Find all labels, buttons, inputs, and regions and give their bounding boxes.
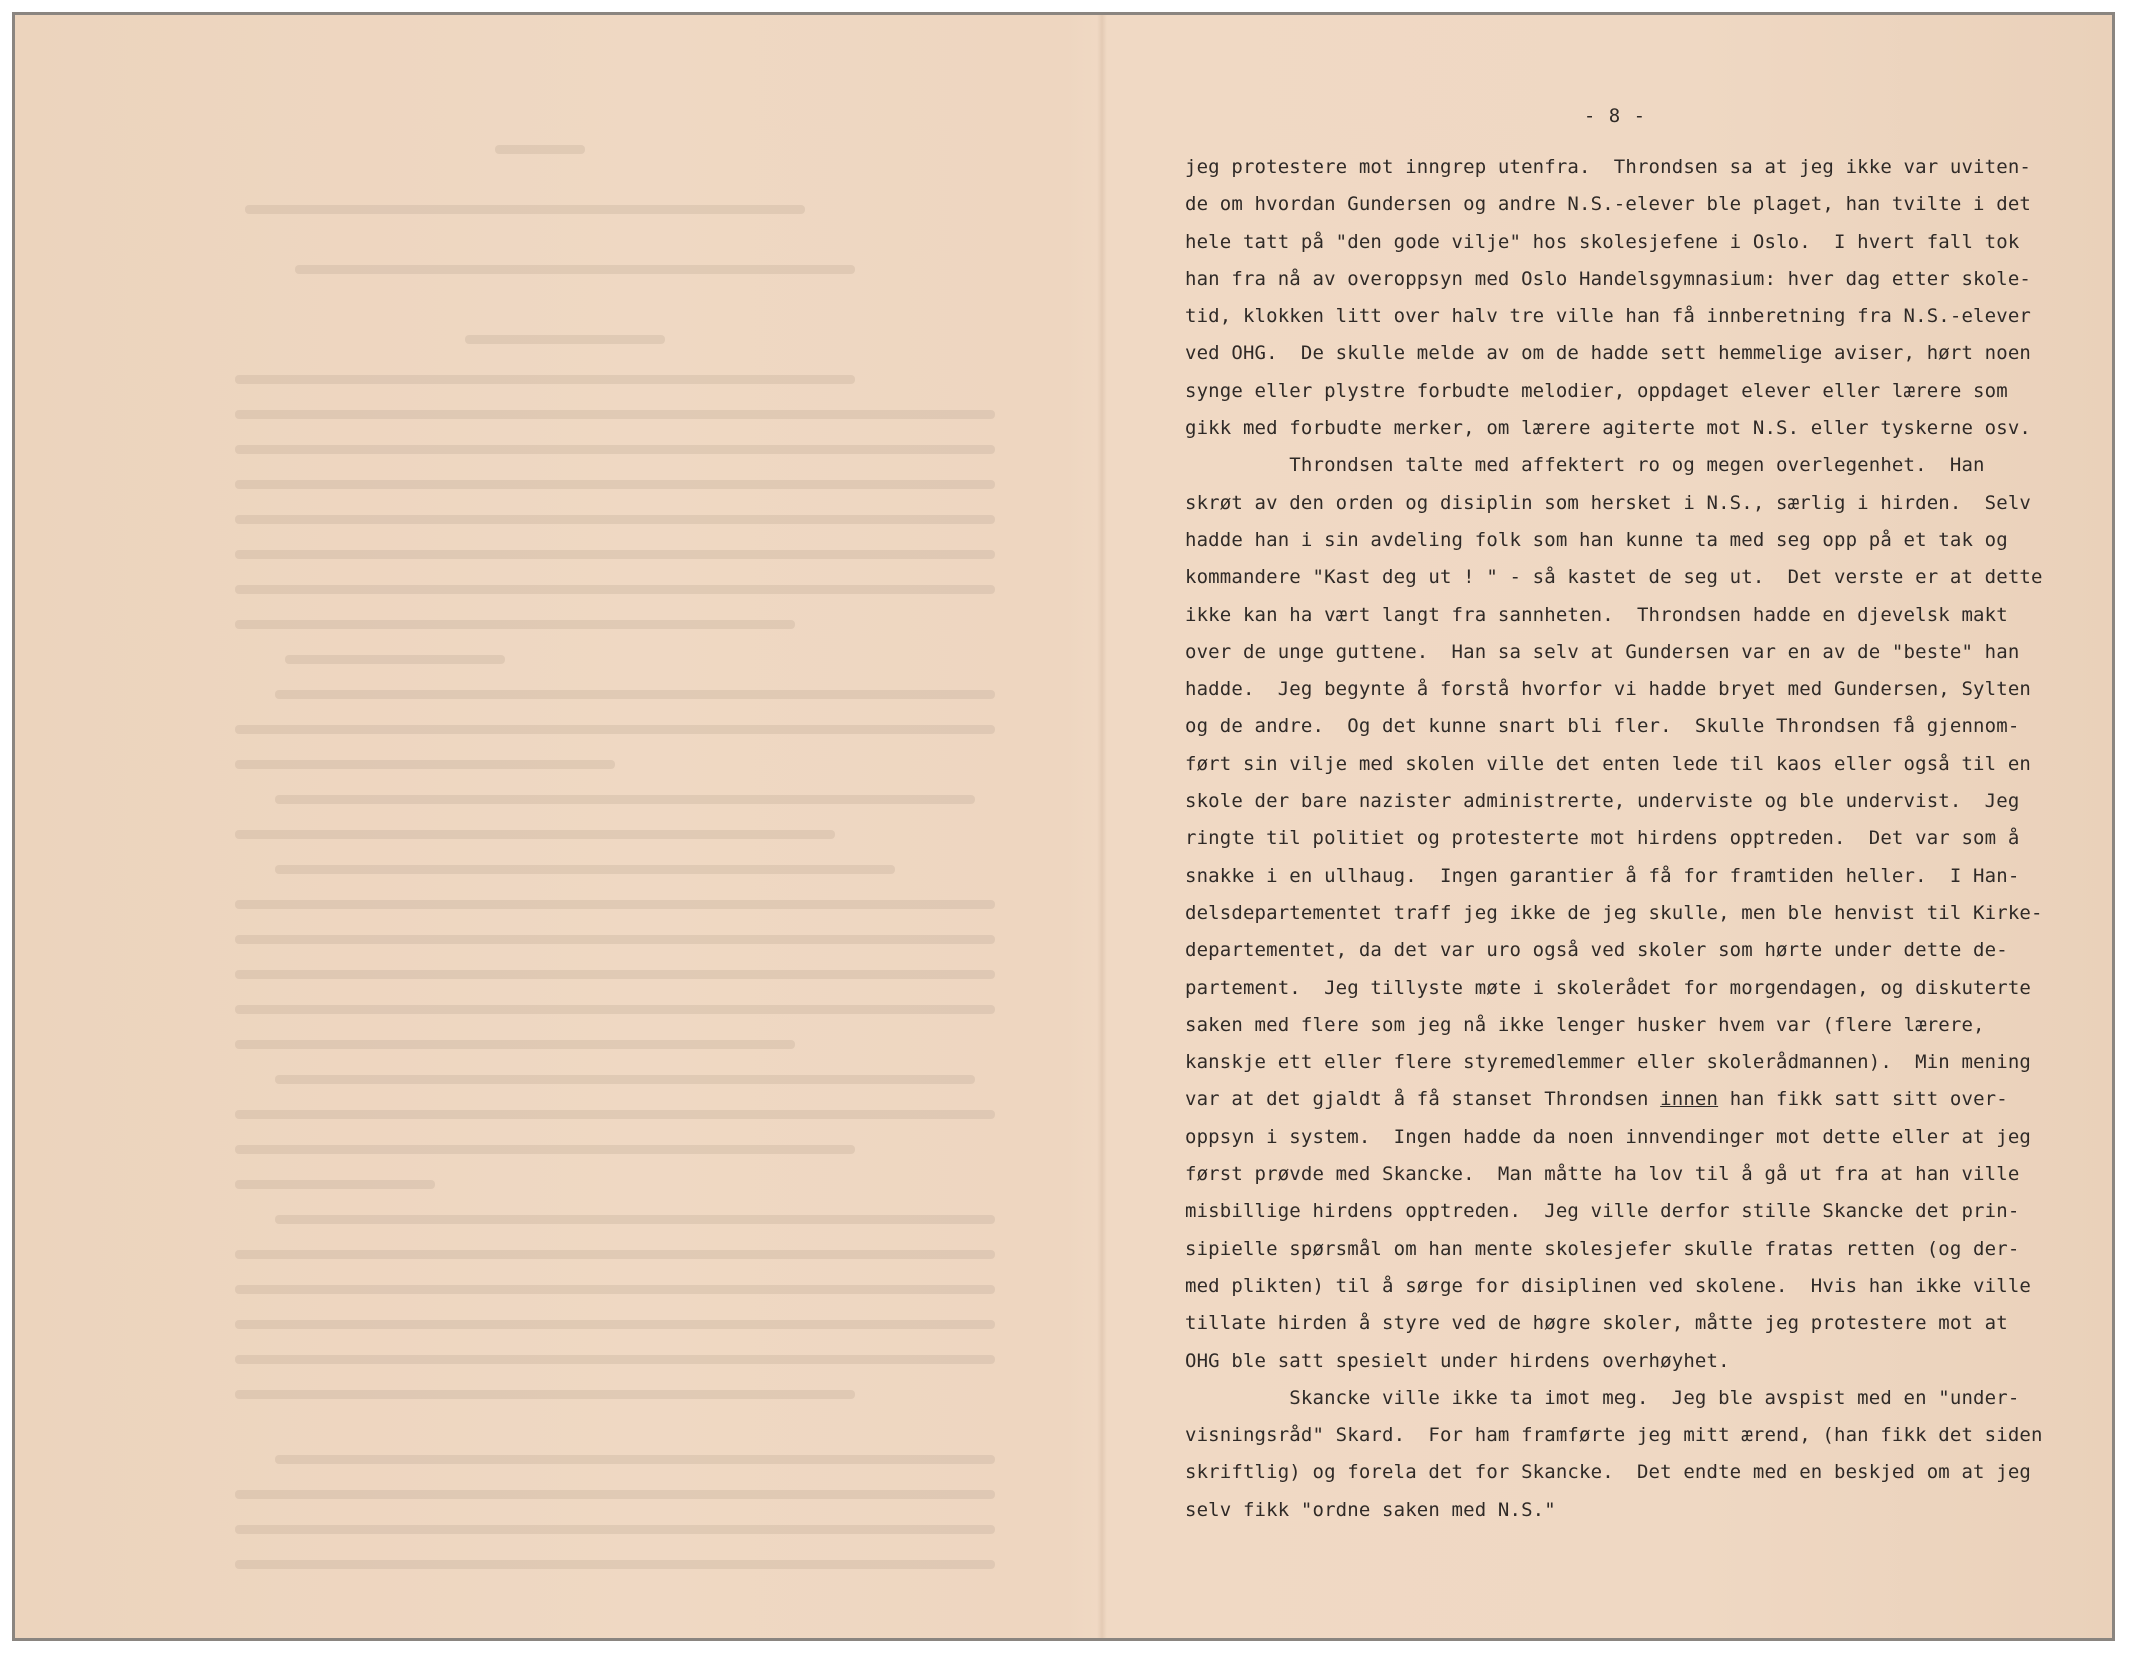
bleed-through-line <box>235 830 835 839</box>
text-line: delsdepartementet traff jeg ikke de jeg skulle, men ble henvist til Kirke- <box>1185 901 2043 924</box>
text-line: ringte til politiet og protesterte mot hirdens opptreden. Det var som å <box>1185 827 2020 850</box>
bleed-through-line <box>465 335 665 344</box>
text-line: Skancke ville ikke ta imot meg. Jeg ble avspist med en "under- <box>1185 1386 2020 1409</box>
bleed-through-line <box>235 515 995 524</box>
bleed-through-line <box>235 1040 795 1049</box>
bleed-through-line <box>235 410 995 419</box>
bleed-through-line <box>235 935 995 944</box>
text-line: kanskje ett eller flere styremedlemmer eller skolerådmannen). Min mening <box>1185 1051 2031 1074</box>
text-line: sipielle spørsmål om han mente skolesjefer skulle fratas retten (og der- <box>1185 1237 2020 1260</box>
bleed-through-line <box>235 1320 995 1329</box>
bleed-through-line <box>275 1455 995 1464</box>
text-line: tillate hirden å styre ved de høgre skoler, måtte jeg protestere mot at <box>1185 1312 2008 1335</box>
text-line: først prøvde med Skancke. Man måtte ha lov til å gå ut fra at han ville <box>1185 1163 2020 1186</box>
text-line: jeg protestere mot inngrep utenfra. Throndsen sa at jeg ikke var uviten- <box>1185 156 2031 178</box>
bleed-through-line <box>235 1005 995 1014</box>
bleed-through-line <box>235 1390 855 1399</box>
text-line: Throndsen talte med affektert ro og megen overlegenhet. Han <box>1185 454 1985 477</box>
text-line: kommandere "Kast deg ut ! " - så kastet de seg ut. Det verste er at dette <box>1185 566 2043 589</box>
bleed-through-line <box>235 1250 995 1259</box>
text-line: hadde han i sin avdeling folk som han kunne ta med seg opp på et tak og <box>1185 528 2008 551</box>
bleed-through-line <box>235 1490 995 1499</box>
text-line: hele tatt på "den gode vilje" hos skolesjefene i Oslo. I hvert fall tok <box>1185 230 2020 253</box>
text-line: han fra nå av overoppsyn med Oslo Handelsgymnasium: hver dag etter skole- <box>1185 267 2031 290</box>
bleed-through-line <box>295 265 855 274</box>
bleed-through-line <box>245 205 805 214</box>
bleed-through-line <box>275 1075 975 1084</box>
text-line: OHG ble satt spesielt under hirdens overhøyhet. <box>1185 1349 1730 1372</box>
bleed-through-line <box>235 550 995 559</box>
page-text <box>1185 149 2105 1529</box>
text-line: skrøt av den orden og disiplin som hersket i N.S., særlig i hirden. Selv <box>1185 491 2031 514</box>
bleed-through-line <box>235 970 995 979</box>
right-page <box>1185 105 2105 1529</box>
bleed-through-line <box>235 1560 995 1569</box>
underlined-word: innen <box>1660 1088 1719 1111</box>
text-line: oppsyn i system. Ingen hadde da noen innvendinger mot dette eller at jeg <box>1185 1125 2031 1148</box>
text-line: skriftlig) og forela det for Skancke. Det endte med en beskjed om at jeg <box>1185 1461 2031 1484</box>
bleed-through-line <box>235 1525 995 1534</box>
bleed-through-line <box>275 1215 995 1224</box>
bleed-through-line <box>235 1180 435 1189</box>
bleed-through-line <box>235 375 855 384</box>
bleed-through-line <box>235 585 995 594</box>
text-line: de om hvordan Gundersen og andre N.S.-elever ble plaget, han tvilte i det <box>1185 193 2031 216</box>
text-line: ført sin vilje med skolen ville det enten lede til kaos eller også til en <box>1185 752 2031 775</box>
text-line: og de andre. Og det kunne snart bli fler. Skulle Throndsen få gjennom- <box>1185 715 2020 738</box>
text-line: gikk med forbudte merker, om lærere agiterte mot N.S. eller tyskerne osv. <box>1185 417 2031 440</box>
left-page-bleed-through <box>15 15 1095 1638</box>
bleed-through-line <box>235 1145 855 1154</box>
text-line: tid, klokken litt over halv tre ville han få innberetning fra N.S.-elever <box>1185 305 2031 328</box>
text-line: snakke i en ullhaug. Ingen garantier å få for framtiden heller. I Han- <box>1185 864 2020 887</box>
text-line: synge eller plystre forbudte melodier, oppdaget elever eller lærere som <box>1185 379 2008 402</box>
bleed-through-line <box>235 760 615 769</box>
bleed-through-line <box>275 865 895 874</box>
bleed-through-line <box>275 795 975 804</box>
text-line: misbillige hirdens opptreden. Jeg ville derfor stille Skancke det prin- <box>1185 1200 2020 1223</box>
bleed-through-line <box>235 725 995 734</box>
text-line: skole der bare nazister administrerte, underviste og ble undervist. Jeg <box>1185 790 2020 813</box>
text-line: partement. Jeg tillyste møte i skolerådet for morgendagen, og diskuterte <box>1185 976 2031 999</box>
text-line: visningsråd" Skard. For ham framførte jeg mitt ærend, (han fikk det siden <box>1185 1424 2043 1447</box>
bleed-through-line <box>235 445 995 454</box>
bleed-through-line <box>235 1110 995 1119</box>
bleed-through-line <box>285 655 505 664</box>
bleed-through-line <box>235 1285 995 1294</box>
text-line: departementet, da det var uro også ved skoler som hørte under dette de- <box>1185 939 2008 962</box>
text-line: over de unge guttene. Han sa selv at Gundersen var en av de "beste" han <box>1185 640 2020 663</box>
bleed-through-line <box>235 620 795 629</box>
bleed-through-line <box>235 480 995 489</box>
text-line: hadde. Jeg begynte å forstå hvorfor vi hadde bryet med Gundersen, Sylten <box>1185 678 2031 701</box>
bleed-through-line <box>235 900 995 909</box>
document-spread <box>12 12 2115 1641</box>
page-fold <box>1097 15 1107 1638</box>
page-number: - 8 - <box>1583 105 1647 127</box>
text-line: selv fikk "ordne saken med N.S." <box>1185 1498 1556 1521</box>
bleed-through-line <box>495 145 585 154</box>
text-line: var at det gjaldt å få stanset Throndsen innen han fikk satt sitt over- <box>1185 1088 2008 1111</box>
bleed-through-line <box>275 690 995 699</box>
bleed-through-line <box>235 1355 995 1364</box>
text-line: ikke kan ha vært langt fra sannheten. Throndsen hadde en djevelsk makt <box>1185 603 2008 626</box>
text-line: med plikten) til å sørge for disiplinen ved skolene. Hvis han ikke ville <box>1185 1274 2031 1297</box>
text-line: saken med flere som jeg nå ikke lenger husker hvem var (flere lærere, <box>1185 1013 1985 1036</box>
text-line: ved OHG. De skulle melde av om de hadde sett hemmelige aviser, hørt noen <box>1185 342 2031 365</box>
